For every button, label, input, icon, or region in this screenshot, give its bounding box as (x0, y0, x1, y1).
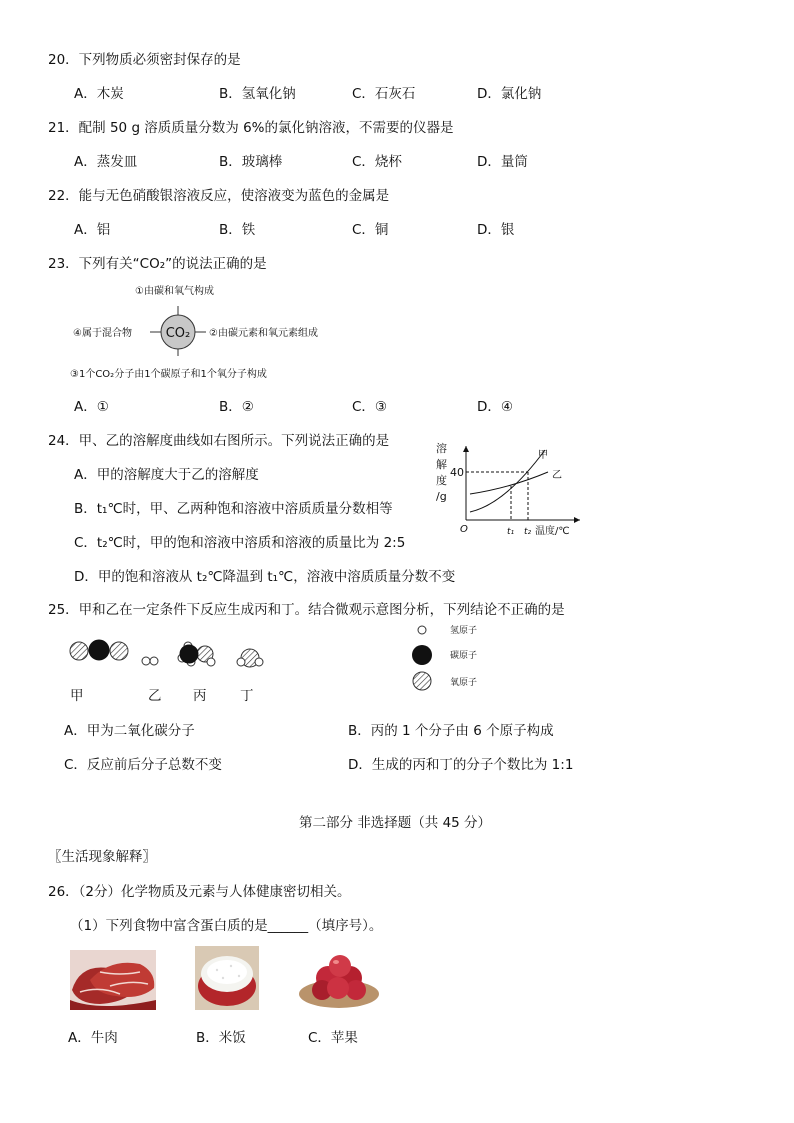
question-24-stem: 24．甲、乙的溶解度曲线如右图所示。下列说法正确的是 (48, 433, 390, 449)
q24-option-b: B．t₁℃时，甲、乙两种饱和溶液中溶质质量分数相等 (74, 501, 393, 517)
q23-option-b: B．② (219, 399, 254, 415)
q22-option-d: D．银 (477, 222, 515, 238)
ylabel-char-1: 溶 (436, 442, 447, 455)
q24-option-d: D．甲的饱和溶液从 t₂℃降温到 t₁℃，溶液中溶质质量分数不变 (74, 569, 456, 585)
q25-option-a: A．甲为二氧化碳分子 (64, 723, 195, 739)
q22-option-b: B．铁 (219, 222, 256, 238)
q25-option-d: D．生成的丙和丁的分子个数比为 1:1 (348, 757, 574, 773)
statement-4: ④属于混合物 (73, 328, 132, 339)
legend-oxygen-atom (413, 672, 431, 690)
q22-option-c: C．铜 (352, 222, 389, 238)
q26-subquestion-1: （1）下列食物中富含蛋白质的是______（填序号）。 (70, 918, 383, 934)
q20-option-c: C．石灰石 (352, 86, 416, 102)
legend-carbon-atom (412, 645, 432, 665)
label-jia: 甲 (70, 688, 84, 704)
q20-option-a: A．木炭 (74, 86, 124, 102)
curve-jia (470, 450, 545, 512)
q23-option-d: D．④ (477, 399, 513, 415)
y-axis-arrow (463, 446, 469, 452)
section-heading: 〖生活现象解释〗 (48, 849, 156, 865)
q26-option-c: C．苹果 (308, 1030, 358, 1046)
legend-hydrogen-atom (418, 626, 426, 634)
q24-option-c: C．t₂℃时，甲的饱和溶液中溶质和溶液的质量比为 2:5 (74, 535, 406, 551)
q23-option-a: A．① (74, 399, 109, 415)
series-label-jia: 甲 (538, 450, 548, 461)
q21-option-b: B．玻璃棒 (219, 154, 283, 170)
origin-label: O (460, 524, 468, 535)
xtick-t2: t₂ (524, 527, 532, 537)
q20-option-d: D．氯化钠 (477, 86, 542, 102)
ylabel-char-2: 解 (436, 458, 447, 471)
molecule-ding (237, 649, 263, 667)
x-axis-arrow (574, 517, 580, 523)
q21-option-a: A．蒸发皿 (74, 154, 138, 170)
rice-image (195, 946, 259, 1010)
statement-1: ①由碳和氧气构成 (135, 286, 214, 297)
question-23-stem: 23．下列有关“CO₂”的说法正确的是 (48, 256, 267, 272)
statement-2: ②由碳元素和氧元素组成 (209, 328, 318, 339)
q21-option-d: D．量筒 (477, 154, 528, 170)
q25-option-b: B．丙的 1 个分子由 6 个原子构成 (348, 723, 554, 739)
q20-option-b: B．氢氧化钠 (219, 86, 296, 102)
q22-option-a: A．铝 (74, 222, 111, 238)
beef-image (70, 950, 156, 1010)
label-bing: 丙 (193, 688, 207, 704)
q26-option-a: A．牛肉 (68, 1030, 118, 1046)
molecule-bing (178, 642, 215, 666)
label-ding: 丁 (240, 688, 254, 704)
legend-hydrogen-label: 氢原子 (450, 626, 478, 636)
statement-3: ③1个CO₂分子由1个碳原子和1个氧分子构成 (70, 369, 267, 380)
q24-option-a: A．甲的溶解度大于乙的溶解度 (74, 467, 259, 483)
label-yi: 乙 (148, 688, 162, 704)
atom-legend (410, 620, 500, 700)
question-26-stem: 26．（2分）化学物质及元素与人体健康密切相关。 (48, 884, 351, 900)
xtick-t1: t₁ (507, 527, 515, 537)
legend-oxygen-label: 氧原子 (450, 678, 478, 688)
series-label-yi: 乙 (552, 470, 562, 481)
q25-option-c: C．反应前后分子总数不变 (64, 757, 222, 773)
ylabel-char-4: /g (436, 490, 447, 503)
q21-option-c: C．烧杯 (352, 154, 402, 170)
ytick-40: 40 (450, 466, 464, 479)
q26-option-b: B．米饭 (196, 1030, 246, 1046)
molecule-jia (70, 640, 128, 660)
co2-statement-diagram (60, 278, 360, 384)
question-25-stem: 25．甲和乙在一定条件下反应生成丙和丁。结合微观示意图分析，下列结论不正确的是 (48, 602, 565, 618)
q23-option-c: C．③ (352, 399, 388, 415)
question-20-stem: 20．下列物质必须密封保存的是 (48, 52, 241, 68)
reaction-molecule-diagram (60, 630, 300, 678)
question-21-stem: 21．配制 50 g 溶质质量分数为 6%的氯化钠溶液，不需要的仪器是 (48, 120, 454, 136)
question-22-stem: 22．能与无色硝酸银溶液反应，使溶液变为蓝色的金属是 (48, 188, 390, 204)
apple-image (298, 950, 380, 1010)
legend-carbon-label: 碳原子 (450, 651, 478, 661)
ylabel-char-3: 度 (436, 474, 447, 487)
co2-center-label: CO₂ (165, 326, 191, 341)
molecule-yi (142, 657, 158, 665)
solubility-curve-graph (430, 438, 590, 544)
part-two-title: 第二部分 非选择题（共 45 分） (299, 815, 492, 831)
xlabel: 温度/℃ (535, 526, 570, 537)
